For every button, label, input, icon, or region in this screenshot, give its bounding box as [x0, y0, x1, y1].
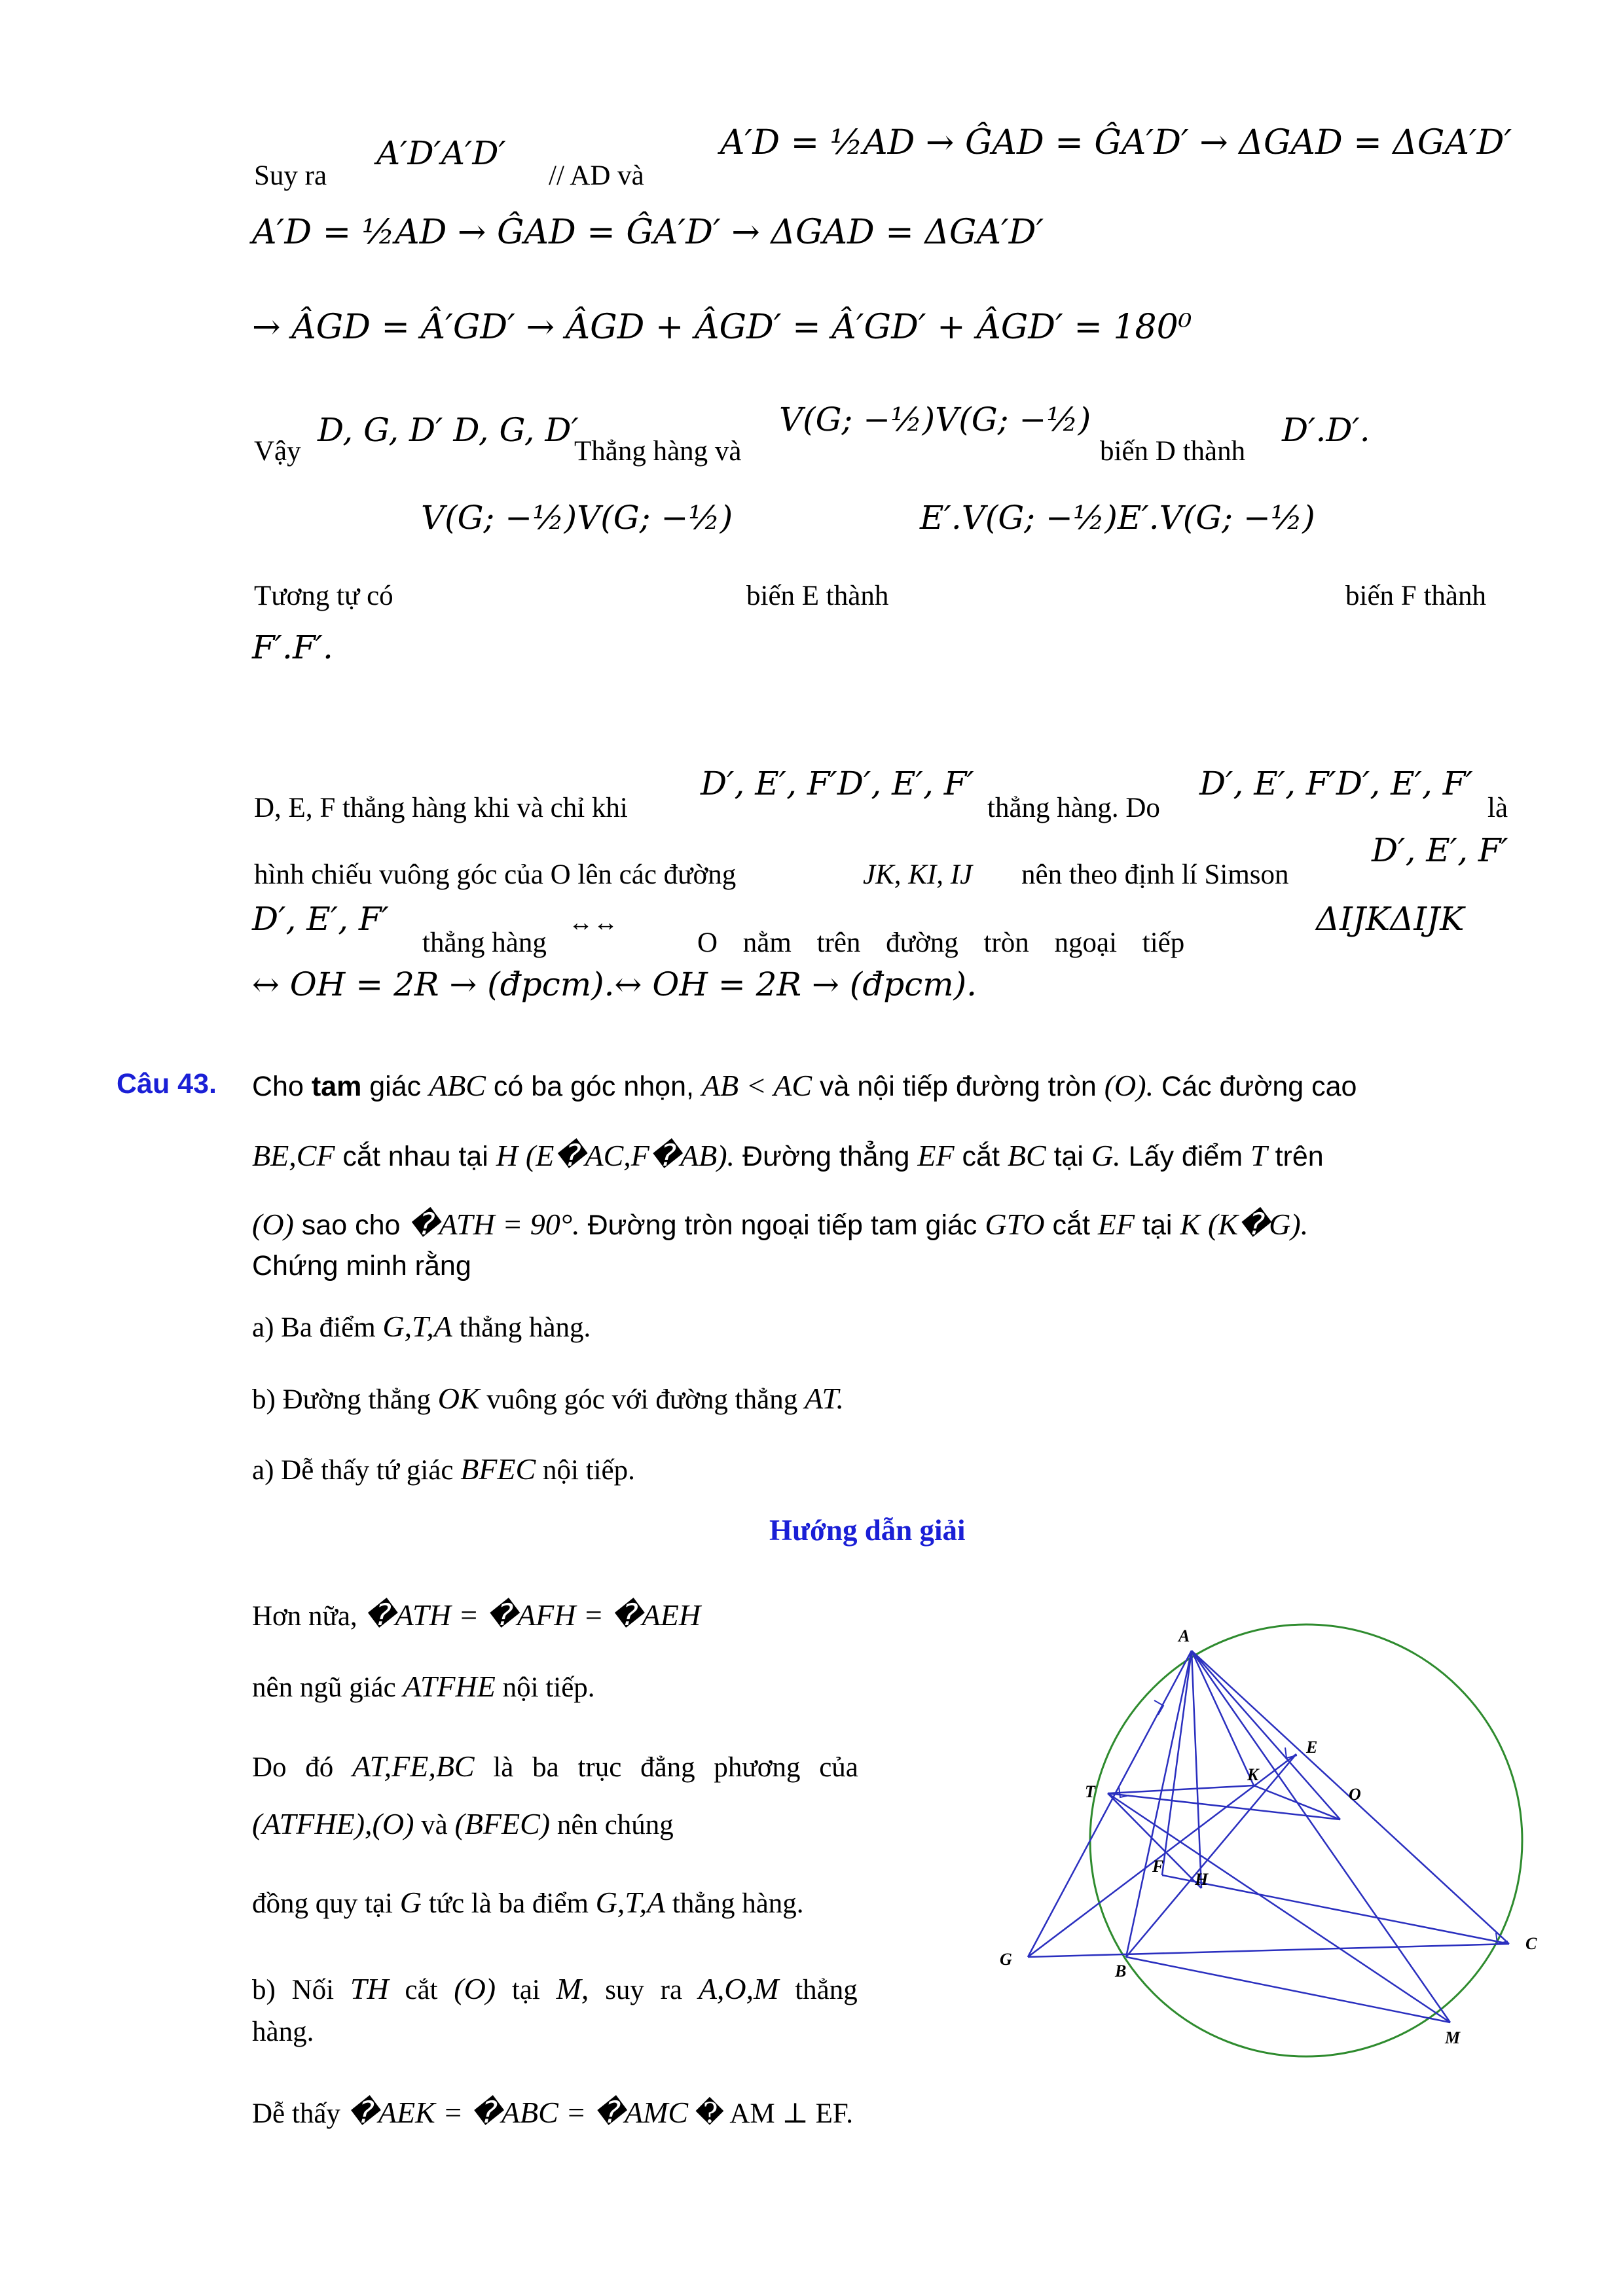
label-a: A: [1178, 1626, 1190, 1645]
math-homothety-1: V(G; −½)V(G; −½): [779, 401, 1091, 439]
segment-ab: [1126, 1651, 1192, 1957]
question-line-1: Cho tam giác ABC có ba góc nhọn, AB < AC và nội tiếp đường tròn (O). Các đường cao: [252, 1069, 1357, 1102]
text-suy-ra: Suy ra: [254, 160, 327, 191]
math-homothety-3: E′.V(G; −½)E′.V(G; −½): [920, 499, 1315, 537]
text-jk-ki-ij: JK, KI, IJ: [863, 859, 973, 890]
segment-ao: [1192, 1651, 1340, 1820]
solution-title: Hướng dẫn giải: [769, 1514, 966, 1547]
math-a-d: A′D′A′D′: [376, 134, 506, 172]
solution-line-7: hàng.: [252, 2017, 314, 2047]
label-g: G: [1000, 1950, 1012, 1969]
text-bien-f-thanh: biến F thành: [1345, 581, 1486, 611]
solution-line-5: đồng quy tại G tức là ba điểm G,T,A thẳng hàng.: [252, 1886, 804, 1919]
text-vay: Vậy: [254, 436, 301, 467]
label-h: H: [1195, 1870, 1209, 1889]
math-def-1: D′, E′, F′D′, E′, F′: [701, 764, 974, 802]
text-simson: nên theo định lí Simson: [1021, 859, 1289, 890]
text-hinh-chieu: hình chiếu vuông góc của O lên các đường: [254, 859, 737, 890]
math-def-2: D′, E′, F′D′, E′, F′: [1199, 764, 1473, 802]
segment-ak: [1192, 1651, 1254, 1785]
label-c: C: [1525, 1934, 1537, 1953]
iff-arrows: ↔↔: [568, 909, 618, 937]
text-bien-e-thanh: biến E thành: [746, 581, 889, 611]
segment-ge: [1028, 1754, 1296, 1957]
math-dgd: D, G, D′ D, G, D′: [318, 411, 579, 449]
text-thang-hang-va: Thẳng hàng và: [574, 436, 742, 467]
question-line-2: BE,CF cắt nhau tại H (E�AC,F�AB). Đường thẳng EF cắt BC tại G. Lấy điểm T trên: [252, 1139, 1324, 1172]
text-collinear-iff: D, E, F thẳng hàng khi và chỉ khi: [254, 793, 628, 823]
solution-line-2: nên ngũ giác ATFHE nội tiếp.: [252, 1670, 595, 1703]
question-label: Câu 43.: [117, 1068, 217, 1100]
label-t: T: [1085, 1782, 1095, 1801]
math-ratio-line-2: A′D = ½AD → ĜAD = ĜA′D′ → ΔGAD = ΔGA′D′: [252, 213, 1044, 252]
construction-lines: [1028, 1651, 1509, 2022]
math-def-4: D′, E′, F′: [252, 900, 389, 938]
label-e: E: [1306, 1738, 1318, 1757]
math-ratio-line-1: A′D = ½AD → ĜAD = ĜA′D′ → ΔGAD = ΔGA′D′: [720, 123, 1512, 162]
math-conclusion: ↔ OH = 2R → (đpcm).↔ OH = 2R → (đpcm).: [252, 965, 977, 1003]
label-o: O: [1349, 1785, 1361, 1804]
label-k: K: [1247, 1765, 1259, 1784]
text-o-nam-tren: O nằm trên đường tròn ngoại tiếp: [697, 927, 1185, 958]
math-d-prime: D′.D′.: [1282, 411, 1370, 449]
text-thang-hang: thẳng hàng: [422, 927, 547, 958]
part-b: b) Đường thẳng OK vuông góc với đường thẳng AT.: [252, 1382, 845, 1415]
question-line-3: (O) sao cho �ATH = 90°. Đường tròn ngoại tiếp tam giác GTO cắt EF tại K (K�G).: [252, 1208, 1309, 1241]
math-angle-sum: → ÂGD = Â′GD′ → ÂGD + ÂGD′ = Â′GD′ + ÂGD′ = 180⁰: [252, 308, 1192, 347]
text-la: là: [1487, 793, 1508, 823]
label-m: M: [1445, 2028, 1461, 2047]
label-f: F: [1152, 1857, 1164, 1876]
segment-ga: [1028, 1651, 1192, 1957]
label-b: B: [1115, 1962, 1127, 1981]
part-a-solution: a) Dễ thấy tứ giác BFEC nội tiếp.: [252, 1452, 635, 1486]
solution-line-8: Dễ thấy �AEK = �ABC = �AMC � AM ⊥ EF.: [252, 2096, 854, 2129]
part-a: a) Ba điểm G,T,A thẳng hàng.: [252, 1310, 591, 1343]
math-def-3: D′, E′, F′: [1372, 831, 1508, 869]
math-homothety-2: V(G; −½)V(G; −½): [421, 499, 733, 537]
question-line-4: Chứng minh rằng: [252, 1250, 471, 1282]
segment-cf: [1162, 1875, 1509, 1944]
segment-af: [1162, 1651, 1192, 1875]
segment-gc: [1028, 1944, 1509, 1957]
text-tuong-tu-co: Tương tự có: [254, 581, 393, 611]
segment-am: [1192, 1651, 1450, 2022]
solution-line-4: (ATFHE),(O) và (BFEC) nên chúng: [252, 1807, 674, 1840]
solution-line-3: Do đó AT,FE,BC là ba trục đẳng phương của: [252, 1749, 858, 1783]
text-bien-d-thanh: biến D thành: [1100, 436, 1246, 467]
solution-line-6: b) Nối TH cắt (O) tại M, suy ra A,O,M thẳng: [252, 1972, 858, 2005]
geometry-figure: [979, 1577, 1581, 2062]
math-triangle-ijk: ΔIJKΔIJK: [1316, 900, 1465, 938]
solution-line-1: Hơn nữa, �ATH = �AFH = �AEH: [252, 1598, 701, 1632]
math-f-prime: F′.F′.: [252, 628, 333, 666]
text-thang-hang-do: thẳng hàng. Do: [987, 793, 1160, 823]
right-angle-marks: [1119, 1700, 1508, 1944]
segment-be: [1126, 1754, 1296, 1957]
text-parallel: // AD và: [549, 160, 644, 191]
segment-tk: [1108, 1785, 1254, 1793]
